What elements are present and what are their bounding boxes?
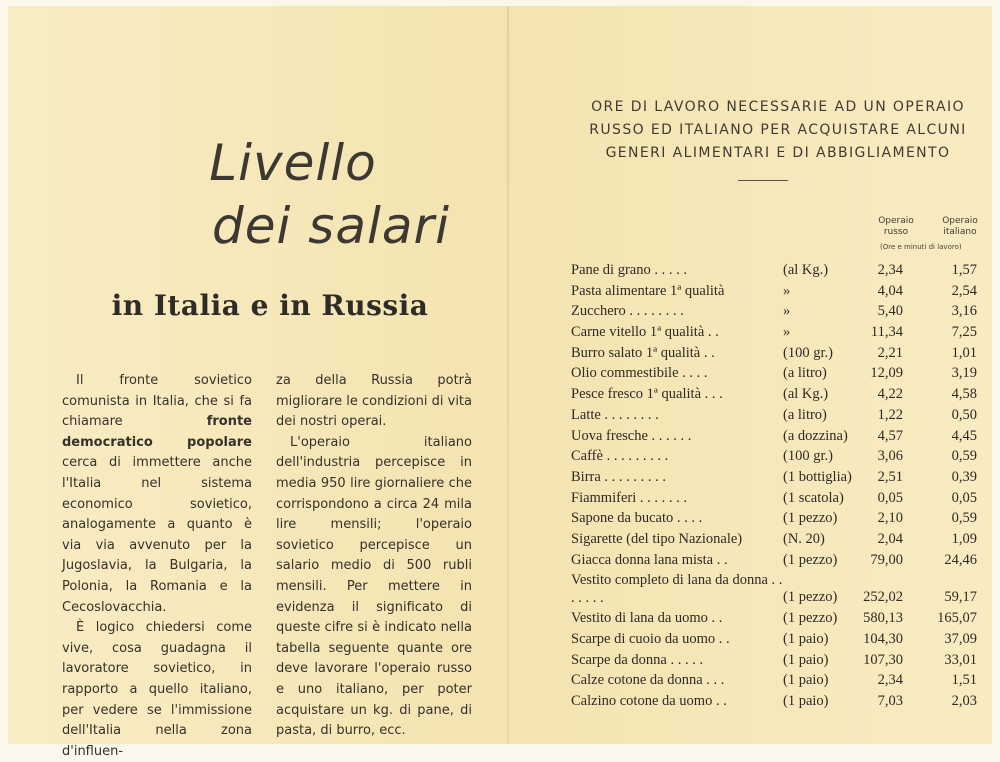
- col1-p1-text-a: Il fronte sovietico comunista in Italia, che si fa chiamare: [62, 373, 252, 430]
- value-italiano: 2,54: [951, 282, 977, 299]
- table-row: [571, 322, 991, 343]
- price-table: [571, 260, 991, 712]
- item-name: Zucchero . . . . . . . .: [571, 303, 684, 320]
- value-russo: 2,21: [877, 344, 903, 361]
- value-italiano: 1,09: [951, 530, 977, 547]
- item-unit: (1 paio): [783, 672, 829, 689]
- table-row: [571, 670, 991, 691]
- table-row: [571, 467, 991, 488]
- item-unit: »: [783, 282, 791, 299]
- item-name: Scarpe di cuoio da uomo . .: [571, 631, 730, 647]
- table-row: [571, 691, 991, 712]
- value-italiano: 4,58: [951, 386, 977, 403]
- value-italiano: 0,39: [951, 468, 977, 485]
- item-unit: (100 gr.): [783, 448, 833, 465]
- item-unit: »: [783, 303, 791, 320]
- item-unit: (1 scatola): [783, 489, 844, 506]
- value-russo: 252,02: [863, 589, 903, 606]
- value-italiano: 0,59: [951, 448, 977, 465]
- value-russo: 79,00: [870, 551, 903, 568]
- value-russo: 4,22: [877, 386, 903, 403]
- value-russo: 12,09: [870, 365, 903, 382]
- item-unit: (1 paio): [783, 693, 829, 710]
- item-name: Olio commestibile . . . .: [571, 365, 708, 382]
- col1-p1-text-b: cerca di immettere anche l'Italia nel sistema economico sovietico, analogamente a quanto è via via avvenuto per la Jugoslavia, la Bulgaria, la Polonia, la Romania e la Cecoslovacchia.: [62, 455, 252, 615]
- item-name: Vestito completo di lana da donna . . . . . . .: [571, 572, 783, 607]
- value-russo: 2,10: [877, 510, 903, 527]
- title-line-1: Livello: [209, 134, 377, 192]
- column-header-russo: Operaio russo: [878, 216, 914, 237]
- col2-paragraph-2: L'operaio italiano dell'industria percepisce in media 950 lire giornaliere che corrispondono a circa 24 mila lire mensili; l'operaio sovietico percepisce un salario medio di 500 rubli mensili. Per mettere in evidenza il significato di queste cifre si è indicato nella tabella seguente quante ore deve lavorare l'operaio russo e uno italiano, per poter acquistare un kg. di pane, di pasta, di burro, ecc.: [276, 434, 472, 739]
- item-name: Scarpe da donna . . . . .: [571, 651, 704, 668]
- item-name: Carne vitello 1ª qualità . .: [571, 324, 719, 341]
- table-row: [571, 426, 991, 447]
- item-name: Burro salato 1ª qualità . .: [571, 344, 715, 361]
- value-russo: 2,34: [877, 672, 903, 689]
- value-italiano: 0,05: [951, 489, 977, 506]
- value-italiano: 24,46: [944, 551, 977, 568]
- table-title-line: GENERI ALIMENTARI E DI ABBIGLIAMENTO: [605, 145, 951, 161]
- item-name: Latte . . . . . . . .: [571, 406, 659, 423]
- value-russo: 4,57: [877, 427, 903, 444]
- document-page: [8, 6, 992, 759]
- table-row: [571, 343, 991, 364]
- col2-paragraph-1: za della Russia potrà migliorare le condizioni di vita dei nostri operai.: [276, 373, 472, 430]
- item-name: Calzino cotone da uomo . .: [571, 693, 727, 710]
- value-italiano: 1,01: [951, 344, 977, 361]
- item-name: Fiammiferi . . . . . . .: [571, 489, 687, 506]
- item-unit: (al Kg.): [783, 262, 829, 278]
- value-italiano: 37,09: [944, 631, 977, 647]
- value-russo: 4,04: [877, 282, 903, 299]
- value-russo: 580,13: [863, 610, 903, 627]
- value-italiano: 1,57: [951, 262, 977, 278]
- value-italiano: 7,25: [951, 324, 977, 341]
- value-russo: 2,34: [877, 262, 903, 278]
- item-unit: (a dozzina): [783, 427, 848, 444]
- item-unit: (1 paio): [783, 631, 829, 647]
- value-italiano: 33,01: [944, 651, 977, 668]
- title-rule: [738, 180, 788, 181]
- value-italiano: 0,50: [951, 406, 977, 423]
- table-row: [571, 405, 991, 426]
- col1-paragraph-1: [62, 371, 252, 618]
- table-row: [571, 508, 991, 529]
- value-russo: 107,30: [863, 651, 903, 668]
- value-russo: 3,06: [877, 448, 903, 465]
- item-name: Pasta alimentare 1ª qualità: [571, 282, 725, 299]
- value-italiano: 2,03: [951, 693, 977, 710]
- item-unit: (1 pezzo): [783, 551, 838, 568]
- table-title: [563, 96, 993, 165]
- column-header-italiano: Operaio italiano: [942, 216, 978, 237]
- item-unit: (N. 20): [783, 530, 825, 547]
- table-row: [571, 260, 991, 281]
- table-title-line: ORE DI LAVORO NECESSARIE AD UN OPERAIO: [591, 99, 965, 115]
- page-fold: [507, 6, 509, 744]
- table-row: [571, 488, 991, 509]
- item-unit: (100 gr.): [783, 344, 833, 361]
- item-name: Giacca donna lana mista . .: [571, 551, 728, 568]
- table-row: [571, 550, 991, 571]
- table-row: [571, 629, 991, 650]
- table-row: [571, 570, 991, 608]
- value-italiano: 3,16: [951, 303, 977, 320]
- table-row: [571, 281, 991, 302]
- item-name: Pane di grano . . . . .: [571, 262, 687, 278]
- table-row: [571, 650, 991, 671]
- item-name: Vestito di lana da uomo . .: [571, 610, 723, 627]
- table-row: [571, 363, 991, 384]
- item-name: Pesce fresco 1ª qualità . . .: [571, 386, 723, 403]
- value-russo: 0,05: [877, 489, 903, 506]
- item-unit: »: [783, 324, 791, 341]
- table-row: [571, 446, 991, 467]
- article-column-2: [276, 371, 472, 742]
- table-row: [571, 608, 991, 629]
- col1-p1-bold: fronte democratico popolare: [62, 414, 252, 450]
- table-row: [571, 301, 991, 322]
- value-italiano: 59,17: [944, 589, 977, 606]
- item-unit: (1 pezzo): [783, 510, 838, 527]
- item-unit: (1 pezzo): [783, 610, 838, 627]
- item-name: Sapone da bucato . . . .: [571, 510, 703, 527]
- value-italiano: 3,19: [951, 365, 977, 382]
- item-unit: (a litro): [783, 406, 827, 423]
- article-column-1: [62, 371, 252, 762]
- table-row: [571, 384, 991, 405]
- item-unit: (a litro): [783, 365, 827, 382]
- item-name: Birra . . . . . . . . .: [571, 468, 667, 485]
- value-italiano: 1,51: [951, 672, 977, 689]
- table-title-line: RUSSO ED ITALIANO PER ACQUISTARE ALCUNI: [589, 122, 967, 138]
- value-russo: 11,34: [870, 324, 903, 341]
- item-unit: (1 pezzo): [783, 589, 838, 606]
- value-russo: 2,51: [877, 468, 903, 485]
- item-name: Caffè . . . . . . . . .: [571, 448, 669, 465]
- item-unit: (al Kg.): [783, 386, 829, 403]
- value-russo: 1,22: [877, 406, 903, 423]
- item-unit: (1 bottiglia): [783, 468, 852, 485]
- item-name: Calze cotone da donna . . .: [571, 672, 725, 689]
- table-row: [571, 529, 991, 550]
- item-name: Sigarette (del tipo Nazionale): [571, 530, 743, 547]
- subtitle: in Italia e in Russia: [111, 289, 429, 322]
- col1-paragraph-2: È logico chiedersi come vive, cosa guadagna il lavoratore sovietico, in rapporto a quello italiano, per vedere se l'immissione dell'Italia nella zona d'influen-: [62, 620, 252, 759]
- value-russo: 2,04: [877, 530, 903, 547]
- value-russo: 104,30: [863, 631, 903, 647]
- value-italiano: 0,59: [951, 510, 977, 527]
- title-line-2: dei salari: [212, 197, 450, 255]
- value-russo: 5,40: [877, 303, 903, 320]
- column-header-note: (Ore e minuti di lavoro): [880, 243, 962, 251]
- item-name: Uova fresche . . . . . .: [571, 427, 692, 444]
- value-italiano: 4,45: [951, 427, 977, 444]
- value-italiano: 165,07: [937, 610, 977, 627]
- item-unit: (1 paio): [783, 651, 829, 668]
- value-russo: 7,03: [877, 693, 903, 710]
